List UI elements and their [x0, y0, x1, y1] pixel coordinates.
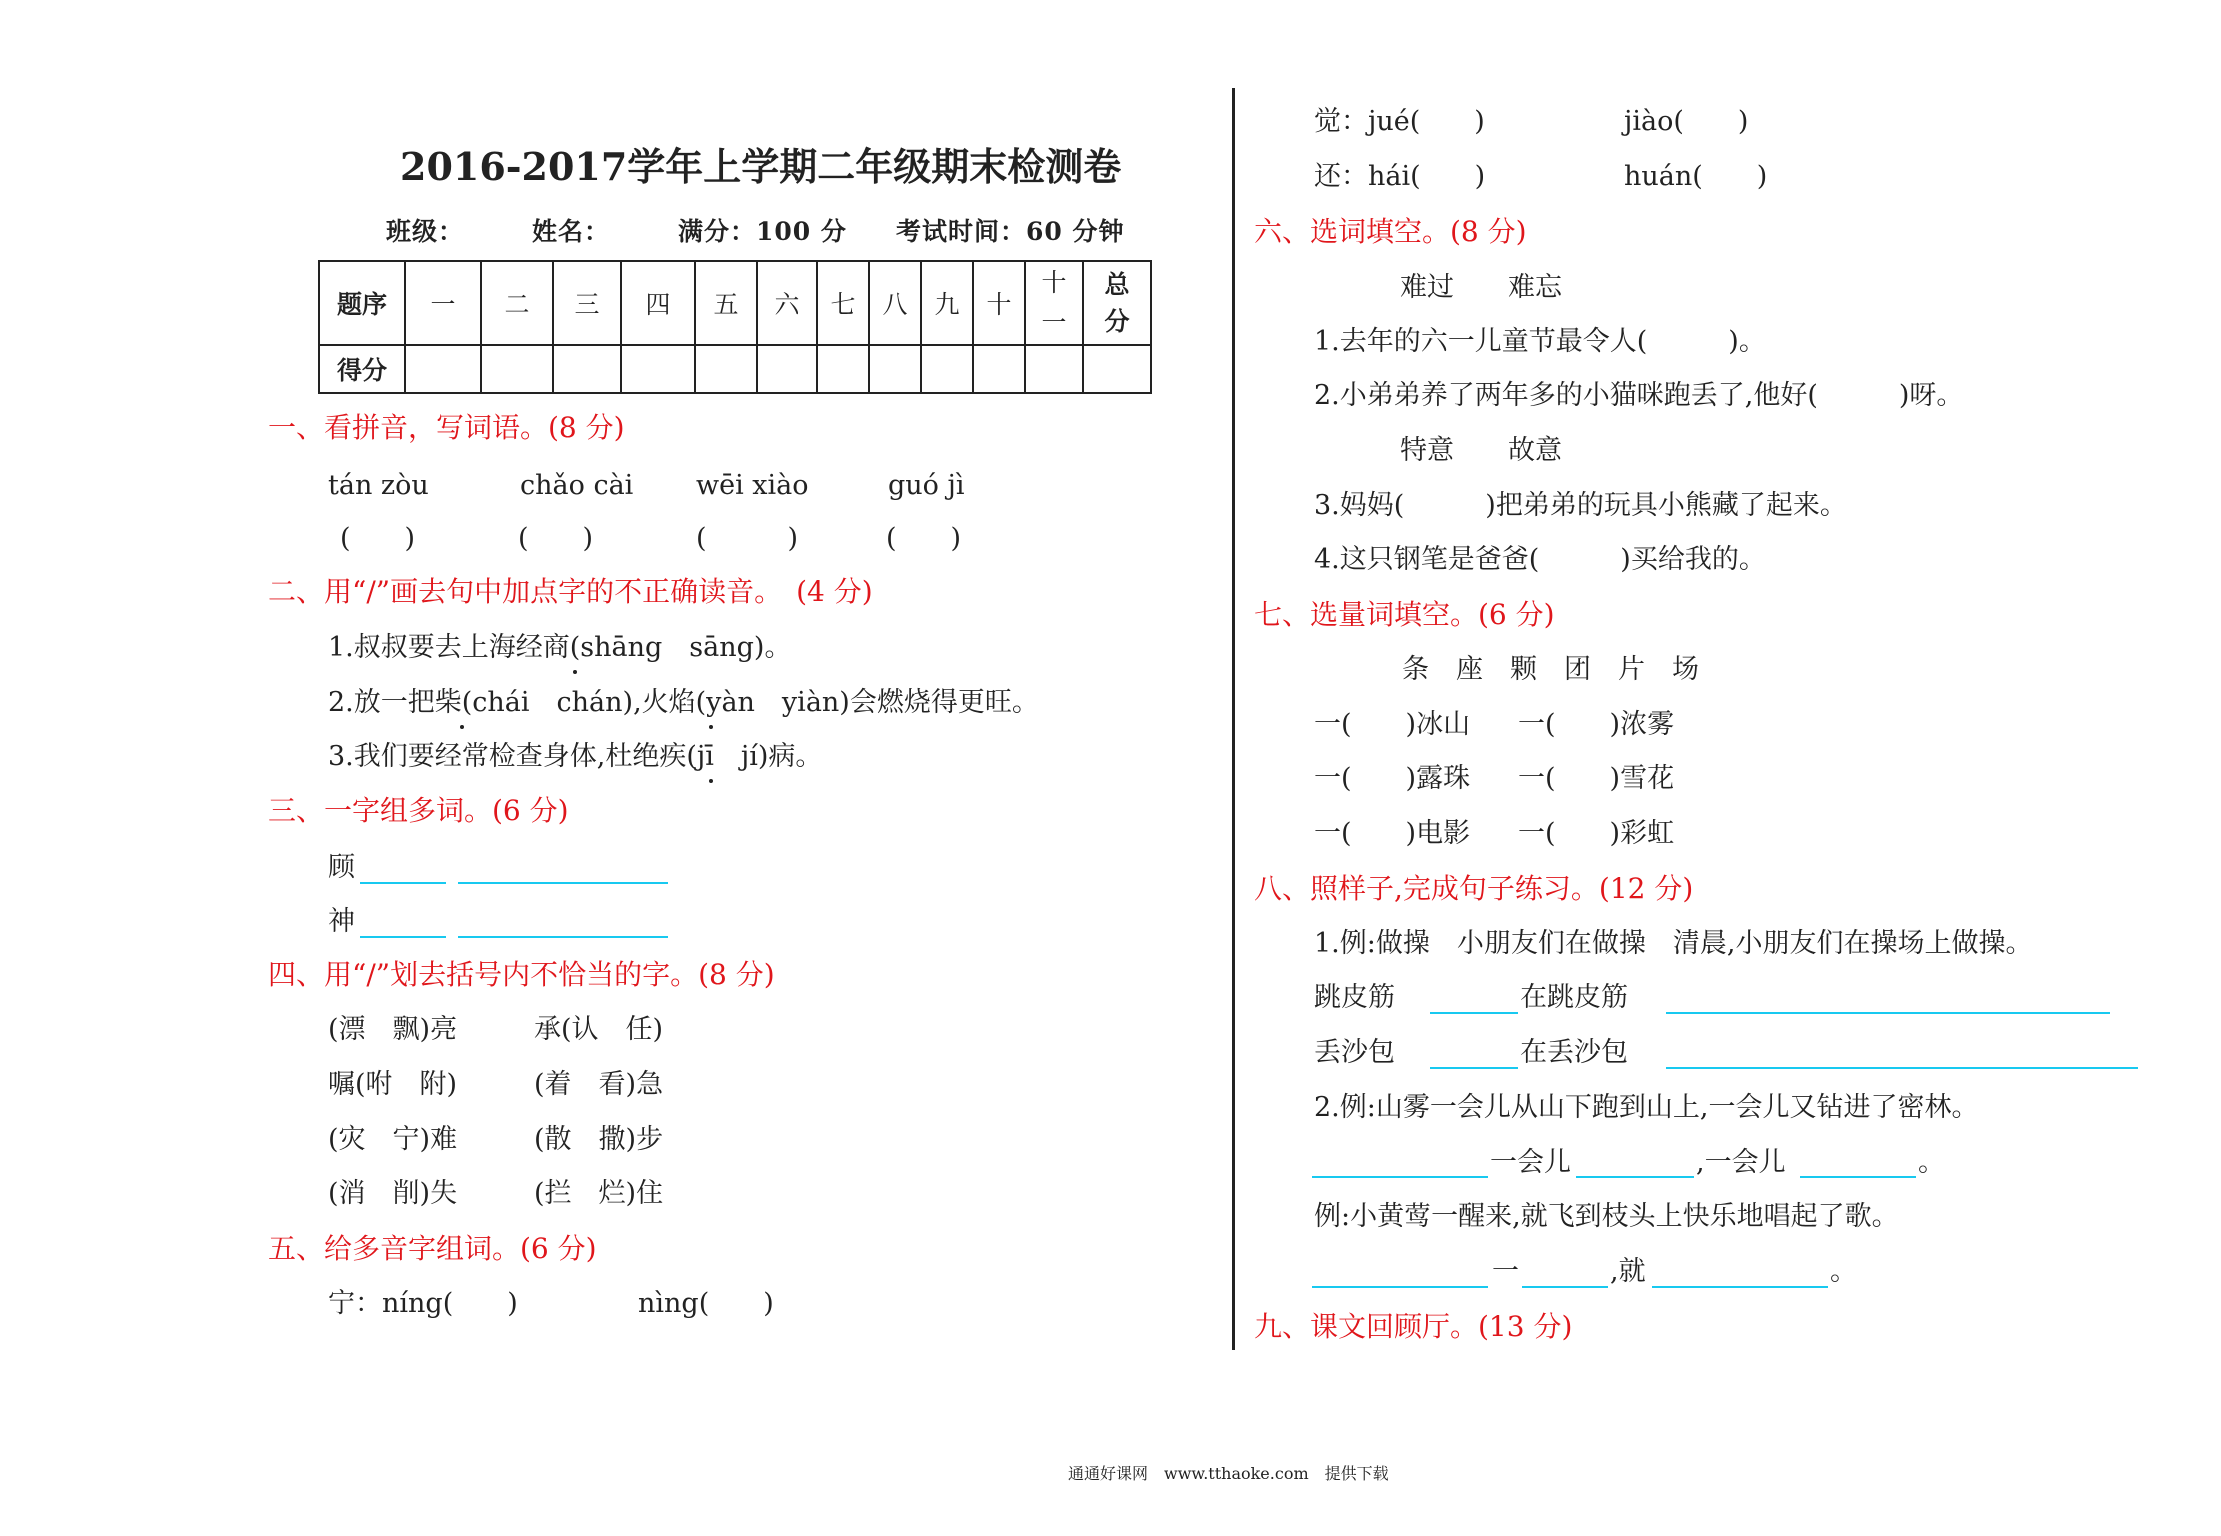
section7-heading: 七、选量词填空。(6 分) [1254, 598, 1555, 631]
answer-line[interactable] [458, 882, 668, 884]
score-cell[interactable] [695, 345, 757, 393]
item: (拦 烂)住 [534, 1178, 664, 1209]
item: nìng( ) [638, 1288, 774, 1319]
answer-blank[interactable]: ( ) [518, 523, 594, 554]
item: 还：hái( ) [1314, 161, 1486, 192]
score-cell[interactable] [405, 345, 481, 393]
answer-line[interactable] [1312, 1176, 1488, 1178]
answer-blank[interactable]: ( ) [696, 523, 799, 554]
char: 顾 [328, 852, 355, 883]
item: 宁：níng( ) [328, 1288, 518, 1319]
item: 一会儿 [1490, 1147, 1571, 1178]
answer-line[interactable] [1666, 1012, 2110, 1014]
answer-line[interactable] [1666, 1067, 2138, 1069]
section3-heading: 三、一字组多词。(6 分) [268, 794, 569, 827]
section5-heading: 五、给多音字组词。(6 分) [268, 1232, 597, 1265]
score-cell[interactable] [921, 345, 973, 393]
score-cell[interactable] [621, 345, 695, 393]
question: 3.妈妈( )把弟弟的玩具小熊藏了起来。 [1314, 490, 1847, 521]
section1-heading: 一、看拼音，写词语。(8 分) [268, 411, 625, 444]
item: (散 撒)步 [534, 1124, 664, 1155]
item: 一( )雪花 [1518, 763, 1675, 794]
table-col: 七 [817, 261, 869, 345]
score-cell[interactable] [1025, 345, 1083, 393]
question: 1.叔叔要去上海经商(shāng sāng)。 [328, 632, 792, 663]
question: 1.去年的六一儿童节最令人( )。 [1314, 326, 1766, 357]
answer-line[interactable] [1800, 1176, 1916, 1178]
answer-line[interactable] [360, 882, 446, 884]
column-divider [1232, 88, 1235, 1350]
score-cell[interactable] [757, 345, 817, 393]
score-cell[interactable] [553, 345, 621, 393]
item: (漂 飘)亮 [328, 1014, 458, 1045]
answer-line[interactable] [1522, 1286, 1608, 1288]
exam-time: 考试时间：60 分钟 [896, 217, 1125, 246]
item: 一( )浓雾 [1518, 709, 1675, 740]
table-col: 二 [481, 261, 553, 345]
emphasis-dot [709, 779, 713, 783]
score-cell[interactable] [869, 345, 921, 393]
answer-line[interactable] [360, 936, 446, 938]
word-choices: 特意 故意 [1400, 435, 1562, 466]
table-col: 八 [869, 261, 921, 345]
item: 在丢沙包 [1520, 1037, 1628, 1068]
table-row-label: 得分 [319, 345, 405, 393]
item: 一( )冰山 [1314, 709, 1471, 740]
item: 一( )彩虹 [1518, 818, 1675, 849]
section6-heading: 六、选词填空。(8 分) [1254, 215, 1527, 248]
item: (消 削)失 [328, 1178, 458, 1209]
score-table [318, 260, 1152, 394]
item: 一( )露珠 [1314, 763, 1471, 794]
answer-line[interactable] [458, 936, 668, 938]
item: 承(认 任) [534, 1014, 664, 1045]
section4-heading: 四、用“/”划去括号内不恰当的字。(8 分) [268, 958, 775, 991]
answer-line[interactable] [1576, 1176, 1694, 1178]
item: jiào( ) [1624, 106, 1749, 137]
table-col: 五 [695, 261, 757, 345]
pinyin: tán zòu [328, 470, 429, 501]
item: ,就 [1610, 1256, 1646, 1287]
question: 2.小弟弟养了两年多的小猫咪跑丢了,他好( )呀。 [1314, 380, 1964, 411]
example: 2.例:山雾一会儿从山下跑到山上,一会儿又钻进了密林。 [1314, 1092, 1979, 1123]
table-total: 总 分 [1083, 261, 1151, 345]
full-score: 满分：100 分 [678, 217, 847, 246]
score-cell[interactable] [817, 345, 869, 393]
item: 嘱(咐 附) [328, 1069, 458, 1100]
emphasis-dot [573, 670, 577, 674]
page-title: 2016-2017学年上学期二年级期末检测卷 [400, 144, 1122, 189]
table-col: 六 [757, 261, 817, 345]
item: 跳皮筋 [1314, 982, 1395, 1013]
score-cell[interactable] [1083, 345, 1151, 393]
emphasis-dot [709, 725, 713, 729]
answer-blank[interactable]: ( ) [886, 523, 962, 554]
table-col: 九 [921, 261, 973, 345]
answer-line[interactable] [1430, 1067, 1518, 1069]
word-choices: 难过 难忘 [1400, 272, 1562, 303]
question: 2.放一把柴(chái chán),火焰(yàn yiàn)会燃烧得更旺。 [328, 687, 1039, 718]
score-cell[interactable] [973, 345, 1025, 393]
word-choices: 条 座 颗 团 片 场 [1402, 654, 1699, 685]
table-col: 十一 [1025, 261, 1083, 345]
question: 4.这只钢笔是爸爸( )买给我的。 [1314, 544, 1766, 575]
item: 。 [1918, 1147, 1945, 1178]
pinyin: guó jì [888, 470, 965, 501]
pinyin: chǎo cài [520, 470, 634, 501]
section2-heading: 二、用“/”画去句中加点字的不正确读音。 (4 分) [268, 575, 873, 608]
char: 神 [328, 906, 355, 937]
item: (灾 宁)难 [328, 1124, 458, 1155]
table-col: 三 [553, 261, 621, 345]
table-row-label: 题序 [319, 261, 405, 345]
section9-heading: 九、课文回顾厅。(13 分) [1254, 1310, 1573, 1343]
pinyin: wēi xiào [696, 470, 809, 501]
answer-blank[interactable]: ( ) [340, 523, 416, 554]
example: 1.例:做操 小朋友们在做操 清晨,小朋友们在操场上做操。 [1314, 928, 2033, 959]
answer-line[interactable] [1430, 1012, 1518, 1014]
table-col: 十 [973, 261, 1025, 345]
item: huán( ) [1624, 161, 1768, 192]
answer-line[interactable] [1312, 1286, 1488, 1288]
item: 。 [1830, 1256, 1857, 1287]
item: 丢沙包 [1314, 1037, 1395, 1068]
footer-source: 通通好课网 www.tthaoke.com 提供下载 [1068, 1464, 1389, 1483]
score-cell[interactable] [481, 345, 553, 393]
table-col: 一 [405, 261, 481, 345]
question: 3.我们要经常检查身体,杜绝疾(jī jí)病。 [328, 741, 823, 772]
table-col: 四 [621, 261, 695, 345]
answer-line[interactable] [1652, 1286, 1828, 1288]
item: 觉：jué( ) [1314, 106, 1485, 137]
class-label: 班级： [386, 217, 465, 246]
section8-heading: 八、照样子,完成句子练习。(12 分) [1254, 872, 1694, 905]
item: 一( )电影 [1314, 818, 1471, 849]
item: 一 [1492, 1256, 1519, 1287]
example: 例:小黄莺一醒来,就飞到枝头上快乐地唱起了歌。 [1314, 1201, 1899, 1232]
item: (着 看)急 [534, 1069, 664, 1100]
item: 在跳皮筋 [1520, 982, 1628, 1013]
item: ,一会儿 [1696, 1147, 1786, 1178]
emphasis-dot [460, 725, 464, 729]
name-label: 姓名： [532, 217, 611, 246]
